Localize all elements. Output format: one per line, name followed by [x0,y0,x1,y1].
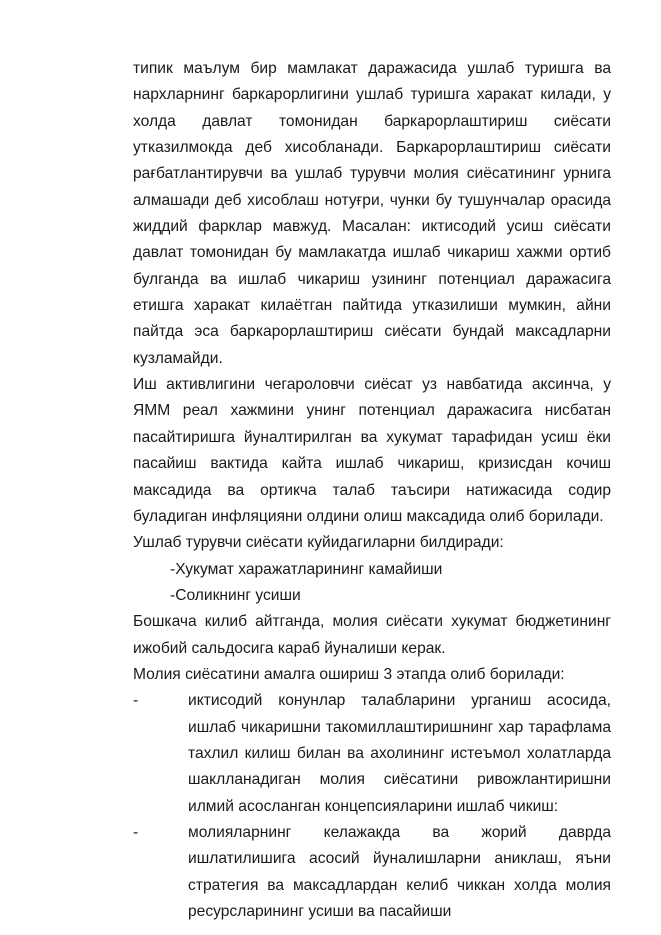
paragraph-stabilization-policy: типик маълум бир мамлакат даражасида ушлаб туришга ва нархларнинг баркарорлигини ушлаб туришга харакат килади, у холда давлат томонидан баркарорлаштириш сиёсати утказилмокда деб хисобланади. Баркарорлаштириш сиёсати рағбатлантирувчи ва ушлаб турувчи молия сиёсатининг урнига алмашади деб хисоблаш нотуғри, чунки бу тушунчалар орасида жиддий фарклар мавжуд. Масалан: иктисодий усиш сиёсати давлат томонидан бу мамлакатда ишлаб чикариш хажми ортиб булганда ва ишлаб чикариш узининг потенциал даражасига етишга харакат килаётган пайтида утказилиши мумкин, айни пайтда эса баркарорлаштириш сиёсати бундай максадларни кузламайди. [133,60,611,367]
paragraph-restraining-intro: Ушлаб турувчи сиёсати куйидагиларни билдиради: [133,534,504,552]
sub-item-spending-cut: -Хукумат харажатларининг камайиши [170,560,443,578]
bullet-dash: - [133,692,139,710]
bullet-text: иктисодий конунлар талабларини урганиш асосида, ишлаб чикаришни такомиллаштиришнинг хар тарафлама тахлил килиш билан ва ахолининг истеъмол холатларда шаклланадиган молия сиёсатини ривожлантиришни илмий асосланган концепсияларини ишлаб чикиш: [188,692,611,815]
paragraph-restraining-policy [133,372,611,530]
paragraph-budget-balance: Бошкача килиб айтганда, молия сиёсати хукумат бюджетининг ижобий сальдосига караб йуналиши керак. [133,613,611,657]
bullet-item-first [133,688,611,820]
bullet-text: молияларнинг келажакда ва жорий даврда ишлатилишига асосий йуналишларни аниклаш, яъни стратегия ва максадлардан келиб чиккан холда молия ресурсларининг усиши ва пасайиши [188,823,611,920]
document-body [133,56,611,925]
sub-item-tax-increase: -Соликнинг усиши [170,586,301,604]
bullet-dash: - [133,823,139,841]
bullet-item-second [133,820,611,925]
paragraph-three-stages: Молия сиёсатини амалга ошириш 3 этапда олиб борилади: [133,665,565,683]
paragraph-restraining-policy-text: Иш активлигини чегароловчи сиёсат уз навбатида аксинча, у ЯММ реал хажмини унинг потенциал даражасига нисбатан пасайтиришга йуналтирилган ва хукумат тарафидан усиш ёки пасайиш вактида кайта ишлаб чикариш, кризисдан кочиш максадида ва ортикча талаб таъсири натижасида содир буладиган инфляцияни олдини олиш максадида олиб борилади. [133,376,611,525]
